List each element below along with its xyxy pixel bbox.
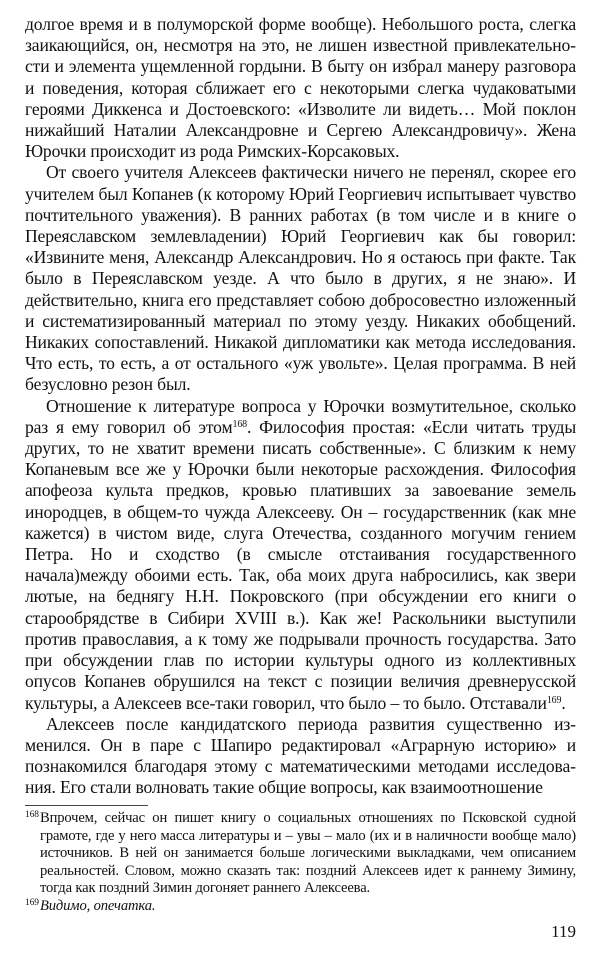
- paragraph-3-part-1: Отношение к литературе вопроса у Юрочки возмутительное, сколько раз я ему говорил об этом: [25, 395, 576, 437]
- paragraph-3: [25, 396, 576, 714]
- footnote-text: Впрочем, сейчас он пишет книгу о социальных отношениях по Псковской судной грамоте, где у него масса литературы и – увы – мало (их и в наличности вообще мало) источников. В ней он занимается больше логическими выкладками, чем описанием реальностей. Словом, можно сказать так: поздний Алексеев идет к раннему Зимину, тогда как поздний Зимин догоняет раннего Алексеева.: [40, 810, 576, 897]
- footnote-169: 169Видимо, опечатка.: [25, 897, 156, 914]
- paragraph-3-end: .: [561, 692, 566, 713]
- footnote-168: 168Впрочем, сейчас он пишет книгу о социальных отношениях по Псковской судной грамоте, где у него масса литературы и – увы – мало (их и в наличности вообще мало) источников. В ней он занимается больше логическими выкладками, чем описанием реальностей. Словом, можно сказать так: поздний Алексеев идет к раннему Зимину, тогда как поздний Зимин догоняет раннего Алексеева.: [25, 810, 576, 897]
- footnote-divider: [25, 805, 148, 806]
- paragraph-1: долгое время и в полуморской форме вообще). Небольшого роста, слегка заикающийся, он, несмотря на это, не лишен известной привлекательности и элемента ущемленной гордыни. В быту он избрал манеру разговора и поведения, которая сближает его с некоторыми слегка чудаковатыми героями Диккенса и Достоевского: «Изволите ли видеть… Мой поклон нижайший Наталии Александровне и Сергею Александровичу». Жена Юрочки происходит из рода Римских-Корсаковых.: [25, 14, 576, 162]
- paragraph-2: От своего учителя Алексеев фактически ничего не перенял, скорее его учителем был Копанев (к которому Юрий Георгиевич испытывает чувство почтительного уважения). В ранних работах (в том числе и в книге о Переяславском землевладении) Юрий Георгиевич как бы говорил: «Извините меня, Александр Александрович. Но я остаюсь при факте. Так было в Переяславском уезде. А что было в других, я не знаю». И действительно, книга его представляет собою добросовестно изложенный и систематизированный материал по этому уезду. Никаких обобщений. Никаких сопоставлений. Никакой дипломатики как метода исследования. Что есть, то есть, а от остального «уж увольте». Целая программа. В ней безусловно резон был.: [25, 162, 576, 395]
- page-body: [25, 14, 576, 799]
- footnotes: [25, 810, 576, 916]
- footnote-text: Видимо, опечатка.: [40, 897, 156, 914]
- paragraph-3-part-2: . Философия простая: «Если читать труды других, то не хватит времени писать собственные». С близким к нему Копаневым все же у Юрочки были некоторые расхождения. Философия апофеоза культа предков, кровью плативших за завоевание земель инородцев, в общем-то чужда Алексееву. Он – государственник (как мне кажется) в чистом виде, слуга Отечества, созданного могучим гением Петра. Но и сходство (в смысле отстаивания государственного начала)между обоими есть. Так, оба моих друга набросились, как звери лютые, на беднягу Н.Н. Покровского (при обсуждении его книги о старообрядстве в Сибири XVIII в.). Как же! Раскольники выступили против православия, а к тому же подрывали прочность государства. Зато при обсуждении глав по истории культуры одного из коллективных опусов Копанев обрушился на текст с позиции величия древнерусской культуры, а Алексеев все-таки говорил, что было – то было. Отставали: [25, 416, 576, 713]
- page-number: 119: [551, 922, 576, 941]
- paragraph-4: Алексеев после кандидатского периода развития существенно изменился. Он в паре с Шапиро редактировал «Аграрную историю» и познакомился благодаря этому с математическими методами исследования. Его стали волновать такие общие вопросы, как взаимоотношение: [25, 713, 576, 798]
- footnote-ref-169[interactable]: 169: [546, 694, 562, 706]
- footnote-ref-168[interactable]: 168: [232, 418, 248, 430]
